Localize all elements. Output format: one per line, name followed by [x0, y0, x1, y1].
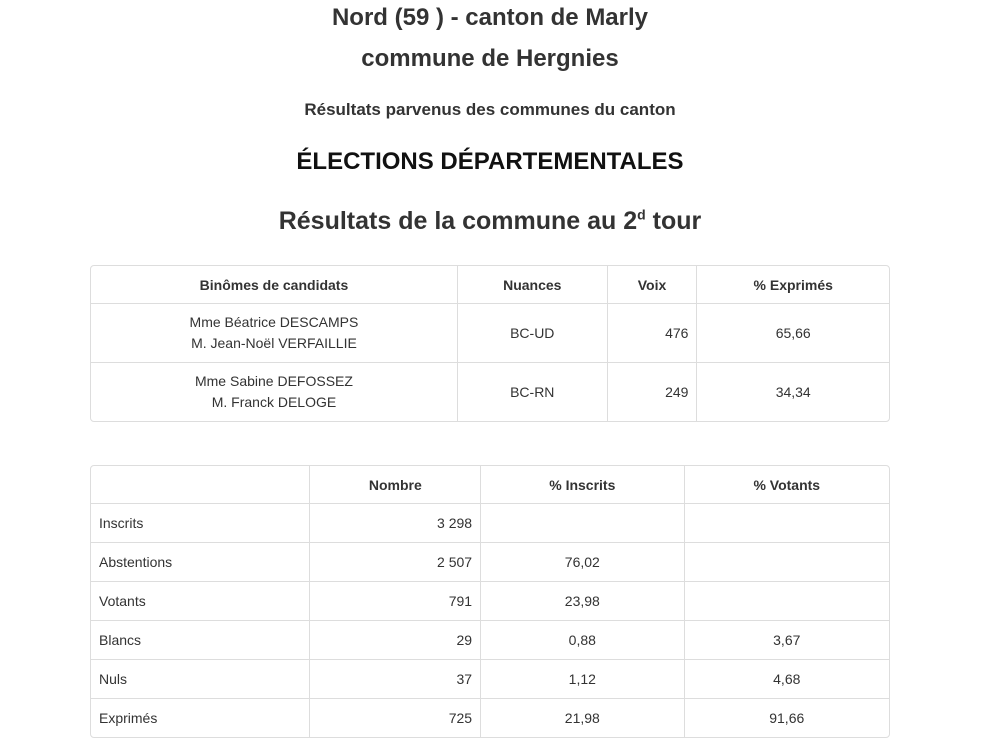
turnout-pct-inscrits: 21,98	[481, 699, 684, 737]
turnout-nombre: 3 298	[310, 504, 481, 543]
turnout-nombre: 29	[310, 621, 481, 660]
turnout-pct-inscrits: 1,12	[481, 660, 684, 699]
department-canton-title: Nord (59 ) - canton de Marly	[331, 4, 649, 31]
header-pct-votants: % Votants	[685, 466, 889, 504]
header-nombre: Nombre	[310, 466, 481, 504]
round-results-suffix: tour	[645, 207, 702, 235]
header-blank	[91, 466, 310, 504]
commune-title: commune de Hergnies	[361, 45, 619, 72]
turnout-nombre: 37	[310, 660, 481, 699]
turnout-row	[91, 660, 889, 699]
candidate-row	[91, 304, 889, 363]
turnout-table	[90, 465, 890, 738]
turnout-pct-inscrits: 23,98	[481, 582, 684, 621]
candidate-name: Mme Sabine DEFOSSEZ	[194, 373, 353, 389]
turnout-pct-inscrits: 0,88	[481, 621, 684, 660]
candidate-nuance: BC-RN	[458, 363, 608, 421]
election-title: ÉLECTIONS DÉPARTEMENTALES	[296, 148, 684, 175]
candidate-pct-exprimes: 34,34	[775, 384, 811, 400]
candidate-row	[91, 363, 889, 421]
round-results-prefix: Résultats de la commune au 2	[278, 207, 638, 235]
turnout-pct-votants	[685, 582, 889, 621]
turnout-label: Nuls	[91, 660, 310, 699]
turnout-row	[91, 543, 889, 582]
candidate-voix: 249	[608, 363, 698, 421]
turnout-header-row	[91, 466, 889, 504]
turnout-pct-votants	[685, 543, 889, 582]
candidate-name: M. Jean-Noël VERFAILLIE	[191, 335, 357, 351]
candidate-voix: 476	[608, 304, 698, 363]
turnout-pct-inscrits: 76,02	[481, 543, 684, 582]
candidate-name: M. Franck DELOGE	[211, 394, 337, 410]
turnout-row	[91, 699, 889, 737]
turnout-row	[91, 504, 889, 543]
turnout-pct-votants: 3,67	[685, 621, 889, 660]
round-results-title	[0, 207, 980, 236]
turnout-label: Exprimés	[91, 699, 310, 737]
turnout-label: Abstentions	[91, 543, 310, 582]
header-binomes: Binômes de candidats	[91, 266, 458, 304]
candidate-name: Mme Béatrice DESCAMPS	[189, 314, 359, 330]
candidate-names	[91, 363, 458, 421]
turnout-pct-votants: 4,68	[685, 660, 889, 699]
header-voix: Voix	[608, 266, 698, 304]
turnout-nombre: 791	[310, 582, 481, 621]
candidate-pct-exprimes: 65,66	[697, 304, 889, 363]
turnout-nombre: 2 507	[310, 543, 481, 582]
turnout-label: Votants	[91, 582, 310, 621]
turnout-nombre: 725	[310, 699, 481, 737]
header-pct-exprimes: % Exprimés	[697, 266, 889, 304]
results-subtitle: Résultats parvenus des communes du canton	[304, 100, 676, 119]
round-results-sup: d	[637, 206, 646, 223]
turnout-pct-inscrits	[481, 504, 684, 543]
candidates-header-row	[91, 266, 889, 304]
turnout-row	[91, 621, 889, 660]
header-pct-inscrits: % Inscrits	[481, 466, 684, 504]
turnout-pct-votants: 91,66	[769, 710, 805, 726]
turnout-label: Blancs	[91, 621, 310, 660]
candidate-nuance: BC-UD	[458, 304, 608, 363]
candidates-table	[90, 265, 890, 422]
turnout-pct-votants	[685, 504, 889, 543]
header-nuances: Nuances	[458, 266, 608, 304]
turnout-row	[91, 582, 889, 621]
candidate-names	[91, 304, 458, 363]
turnout-label: Inscrits	[91, 504, 310, 543]
